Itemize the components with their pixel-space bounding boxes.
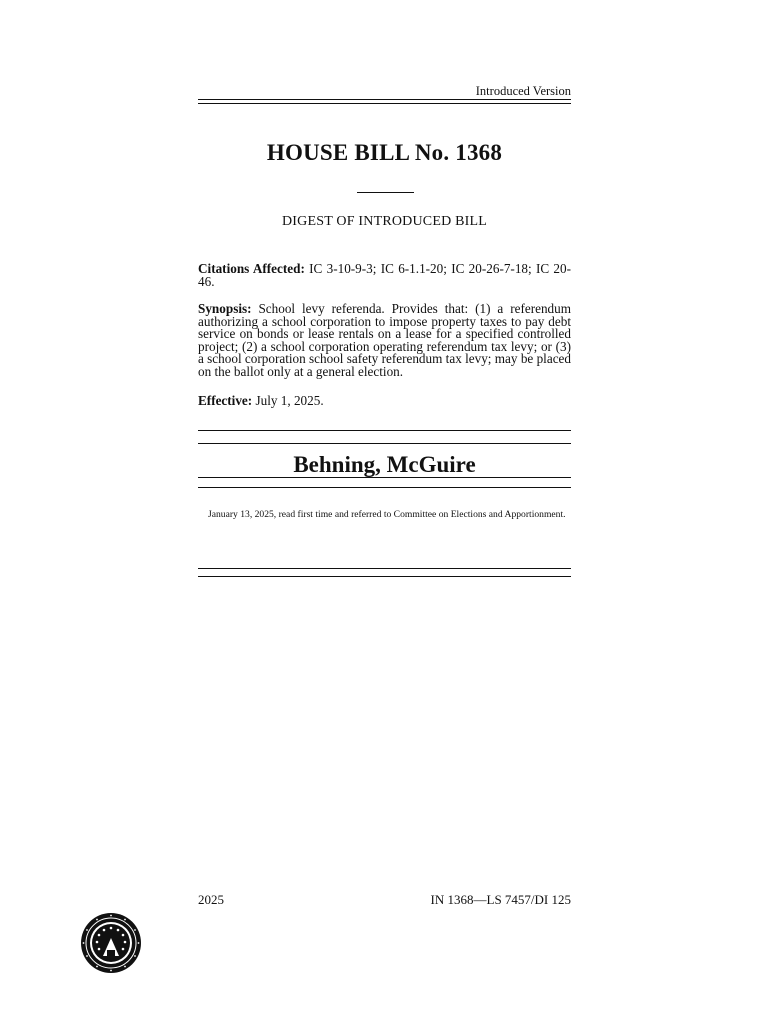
action-rule-1: [198, 568, 571, 569]
citations-section: [198, 263, 571, 288]
effective-text: July 1, 2025.: [255, 393, 324, 408]
action-note: January 13, 2025, read first time and referred to Committee on Elections and Apportionment.: [208, 509, 566, 520]
sponsor-rule-4: [198, 487, 571, 488]
synopsis-section: [198, 303, 571, 379]
effective-label: Effective:: [198, 393, 253, 408]
digest-heading: DIGEST OF INTRODUCED BILL: [281, 214, 487, 229]
bill-title: HOUSE BILL No. 1368: [266, 140, 503, 165]
state-seal-icon: [80, 912, 142, 974]
effective-section: [198, 395, 571, 408]
citations-label: Citations Affected:: [198, 261, 305, 276]
header-rule-bottom: [198, 103, 571, 104]
footer-identifier: IN 1368—LS 7457/DI 125: [430, 892, 571, 907]
sponsor-rule-3: [198, 477, 571, 478]
footer-year: 2025: [198, 892, 224, 907]
synopsis-label: Synopsis:: [198, 301, 252, 316]
citations-text: IC 3-10-9-3; IC 6-1.1-20; IC 20-26-7-18; IC 20-46.: [198, 261, 572, 289]
title-underline: [357, 192, 414, 193]
sponsor-names: Behning, McGuire: [293, 452, 476, 477]
synopsis-text: School levy referenda. Provides that: (1) a referendum authorizing a school corporation to impose property taxes to pay debt service on bonds or lease rentals on a lease for a specified controlled project; (2) a school corporation operating referendum tax levy; or (3) a school corporation school safety referendum tax levy; may be placed on the ballot only at a general election.: [198, 301, 571, 379]
version-label: Introduced Version: [475, 84, 571, 98]
action-rule-2: [198, 576, 571, 577]
sponsor-rule-2: [198, 443, 571, 444]
sponsor-rule-1: [198, 430, 571, 431]
header-rule-top: [198, 99, 571, 100]
